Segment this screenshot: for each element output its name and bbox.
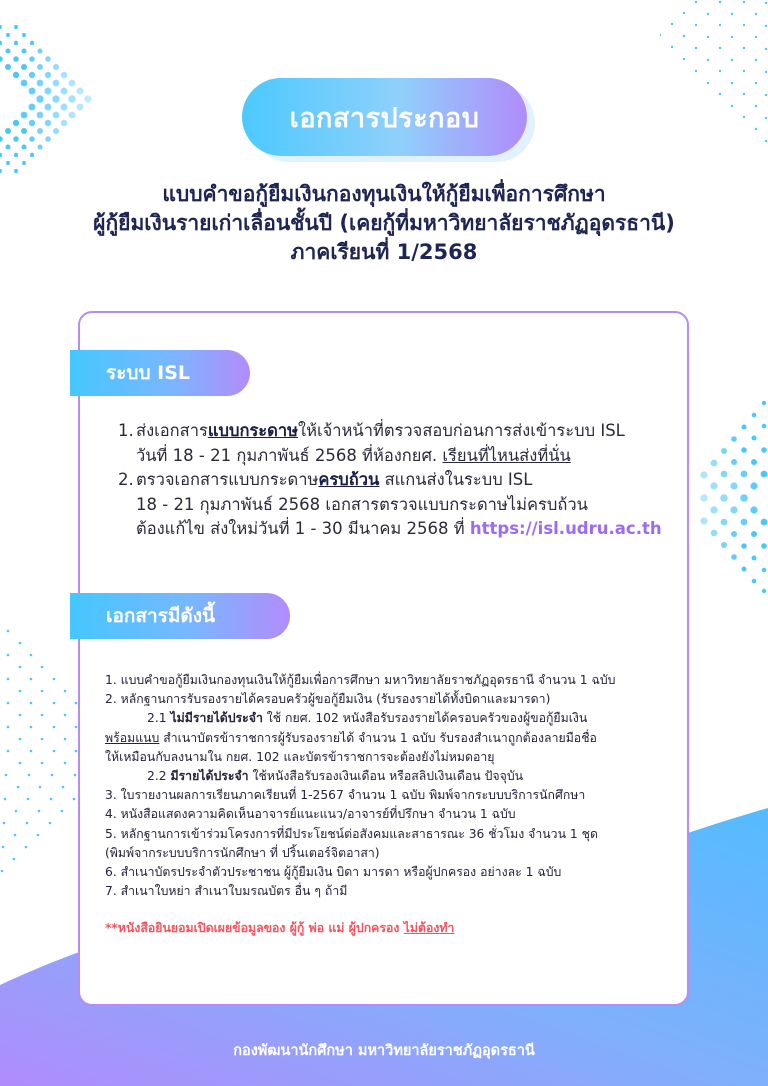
section-tag-isl bbox=[70, 350, 250, 396]
doc-item-2-1-cont-2: ให้เหมือนกับลงนามใน กยศ. 102 และบัตรข้าราชการจะต้องยังไม่หมดอายุ bbox=[105, 749, 495, 764]
documents-list bbox=[105, 671, 675, 901]
emphasis-paper: แบบกระดาษ bbox=[207, 421, 299, 440]
doc-item-2: 2. หลักฐานการรับรองรายได้ครอบครัวผู้ขอกู้ยืมเงิน (รับรองรายได้ทั้งบิดาและมารดา) bbox=[105, 692, 551, 707]
section-tag-documents-label: เอกสารมีดังนี้ bbox=[106, 605, 216, 627]
emphasis-complete: ครบถ้วน bbox=[318, 470, 380, 489]
doc-item-3: 3. ใบรายงานผลการเรียนภาคเรียนที่ 1-2567 จำนวน 1 ฉบับ พิมพ์จากระบบบริการนักศึกษา bbox=[105, 788, 586, 803]
footer-org: กองพัฒนานักศึกษา มหาวิทยาลัยราชภัฏอุดรธานี bbox=[233, 1043, 535, 1059]
doc-item-5-cont: (พิมพ์จากระบบบริการนักศึกษา ที่ ปริ้นเตอร์จิตอาสา) bbox=[105, 845, 380, 860]
doc-item-4: 4. หนังสือแสดงความคิดเห็นอาจารย์แนะแนว/อาจารย์ที่ปรึกษา จำนวน 1 ฉบับ bbox=[105, 807, 516, 822]
section-tag-isl-label: ระบบ ISL bbox=[106, 362, 191, 384]
isl-item-2-line-3: ต้องแก้ไข ส่งใหม่วันที่ 1 - 30 มีนาคม 2568 ที่ https://isl.udru.ac.th bbox=[136, 519, 662, 538]
title-pill bbox=[242, 78, 527, 156]
decorative-dots-right bbox=[688, 395, 768, 595]
content-card bbox=[78, 311, 689, 1006]
doc-item-1: 1. แบบคำขอกู้ยืมเงินกองทุนเงินให้กู้ยืมเพื่อการศึกษา มหาวิทยาลัยราชภัฏอุดรธานี จำนวน 1 ฉบับ bbox=[105, 673, 616, 687]
doc-item-2-2: 2.2 มีรายได้ประจำ ใช้หนังสือรับรองเงินเดือน หรือสลิปเงินเดือน ปัจจุบัน bbox=[147, 769, 524, 784]
isl-website-link[interactable]: https://isl.udru.ac.th bbox=[469, 519, 662, 538]
isl-instructions bbox=[118, 419, 662, 542]
doc-item-2-1: 2.1 ไม่มีรายได้ประจำ ใช้ กยศ. 102 หนังสือรับรองรายได้ครอบครัวของผู้ขอกู้ยืมเงิน bbox=[147, 711, 588, 726]
isl-item-2-line-1: 2. ตรวจเอกสารแบบกระดาษครบถ้วน สแกนส่งในระบบ ISL bbox=[118, 470, 533, 489]
heading-line-1: แบบคำขอกู้ยืมเงินกองทุนเงินให้กู้ยืมเพื่อการศึกษา bbox=[162, 182, 606, 206]
doc-item-6: 6. สำเนาบัตรประจำตัวประชาชน ผู้กู้ยืมเงิน บิดา มารดา หรือผู้ปกครอง อย่างละ 1 ฉบับ bbox=[105, 865, 562, 880]
title-text: เอกสารประกอบ bbox=[289, 102, 480, 134]
section-tag-documents bbox=[70, 593, 290, 639]
isl-item-2-line-2: 18 - 21 กุมภาพันธ์ 2568 เอกสารตรวจแบบกระดาษไม่ครบถ้วน bbox=[136, 494, 588, 514]
doc-item-2-1-cont: พร้อมแนบ สำเนาบัตรข้าราชการผู้รับรองรายได้ จำนวน 1 ฉบับ รับรองสำเนาถูกต้องลายมือชื่อ bbox=[105, 730, 597, 745]
consent-note: **หนังสือยินยอมเปิดเผยข้อมูลของ ผู้กู้ พ่อ แม่ ผู้ปกครอง ไม่ต้องทำ bbox=[105, 921, 455, 935]
heading-line-2: ผู้กู้ยืมเงินรายเก่าเลื่อนชั้นปี (เคยกู้ที่มหาวิทยาลัยราชภัฏอุดรธานี) bbox=[93, 211, 675, 235]
decorative-dots-top-right bbox=[660, 0, 768, 150]
isl-item-1-line-1: 1. ส่งเอกสารแบบกระดาษให้เจ้าหน้าที่ตรวจสอบก่อนการส่งเข้าระบบ ISL bbox=[118, 421, 625, 440]
note-not-required: ไม่ต้องทำ bbox=[403, 921, 455, 935]
heading-line-3: ภาคเรียนที่ 1/2568 bbox=[290, 240, 478, 264]
page-heading bbox=[0, 180, 768, 267]
doc-item-7: 7. สำเนาใบหย่า สำเนาใบมรณบัตร อื่น ๆ ถ้ามี bbox=[105, 884, 348, 899]
decorative-dots-top-left bbox=[0, 20, 100, 180]
doc-item-5: 5. หลักฐานการเข้าร่วมโครงการที่มีประโยชน์ต่อสังคมและสาธารณะ 36 ชั่วโมง จำนวน 1 ชุด bbox=[105, 826, 598, 841]
decorative-dots-left bbox=[0, 625, 80, 895]
emphasis-study-where: เรียนที่ไหนส่งที่นั่น bbox=[442, 445, 571, 465]
isl-item-1-line-2: วันที่ 18 - 21 กุมภาพันธ์ 2568 ที่ห้องกยศ. เรียนที่ไหนส่งที่นั่น bbox=[136, 445, 571, 465]
